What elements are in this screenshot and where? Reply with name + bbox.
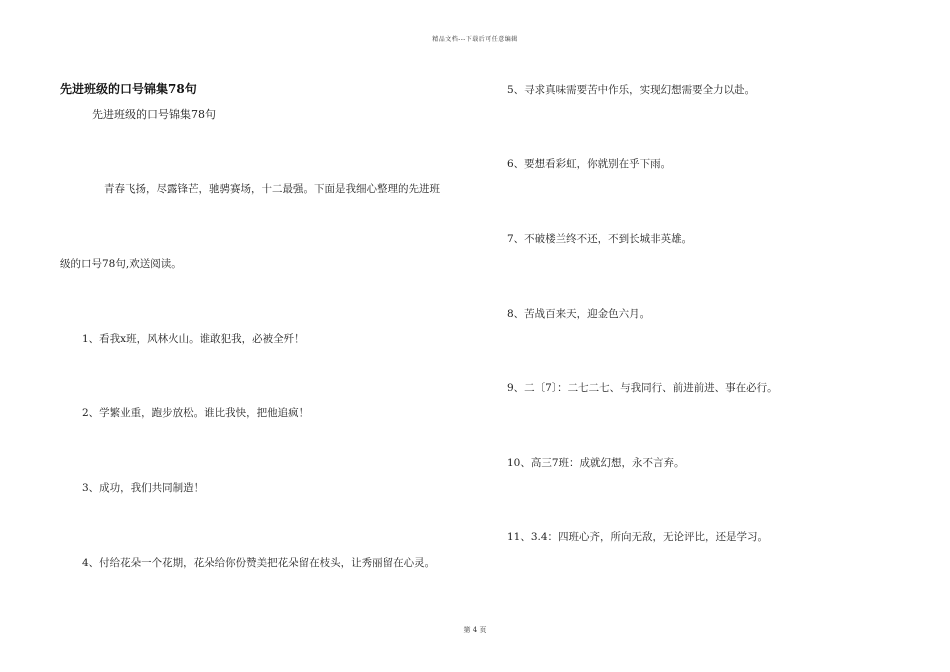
intro-paragraph-line-1: 青春飞扬，尽露锋芒，驰骋赛场，十二最强。下面是我细心整理的先进班 — [104, 183, 440, 195]
intro-paragraph-line-2: 级的口号78句,欢送阅读。 — [60, 258, 182, 270]
slogan-item-9: 9、二〔7〕：二七二七、与我同行、前进前进、事在必行。 — [507, 382, 778, 394]
slogan-item-7: 7、不破楼兰终不还，不到长城非英雄。 — [507, 233, 693, 245]
slogan-item-4: 4、付给花朵一个花期，花朵给你份赞美把花朵留在枝头，让秀丽留在心灵。 — [82, 557, 436, 569]
slogan-item-5: 5、寻求真味需要苦中作乐，实现幻想需要全力以赴。 — [507, 84, 756, 96]
document-title: 先进班级的口号锦集78句 — [60, 82, 197, 96]
slogan-item-3: 3、成功，我们共同制造！ — [82, 482, 205, 494]
slogan-item-10: 10、高三7班：成就幻想，永不言弃。 — [507, 457, 685, 469]
slogan-item-8: 8、苦战百来天，迎金色六月。 — [507, 308, 651, 320]
page-number: 第 4 页 — [463, 626, 487, 634]
document-subtitle: 先进班级的口号锦集78句 — [92, 108, 216, 121]
slogan-item-6: 6、要想看彩虹，你就别在乎下雨。 — [507, 158, 672, 170]
slogan-item-1: 1、看我x班，风林火山。谁敢犯我，必被全歼！ — [82, 333, 305, 345]
slogan-item-2: 2、学繁业重，跑步放松。谁比我快，把他追疯！ — [82, 407, 310, 419]
slogan-item-11: 11、3.4：四班心齐，所向无敌，无论评比，还是学习。 — [507, 531, 769, 543]
page-header: 精品文档---下载后可任意编辑 — [432, 36, 518, 43]
